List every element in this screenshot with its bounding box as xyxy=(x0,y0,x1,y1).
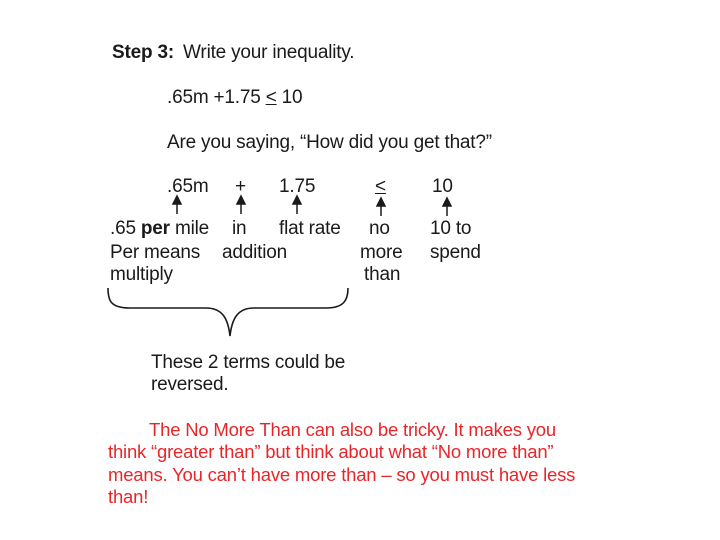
step-text: Write your inequality. xyxy=(183,42,355,63)
brace-note-line-1: These 2 terms could be xyxy=(151,352,346,373)
term-rate: .65m xyxy=(167,176,209,197)
label-in: in xyxy=(232,218,247,239)
label-more: more xyxy=(360,242,403,263)
label-ten-to: 10 to xyxy=(430,218,472,239)
term-flat: 1.75 xyxy=(279,176,316,197)
inequality-sign: < xyxy=(265,87,277,108)
label-mile: mile xyxy=(169,218,209,239)
brace-note-line-2: reversed. xyxy=(151,374,229,395)
curly-brace-icon xyxy=(108,288,348,336)
label-no: no xyxy=(369,218,390,239)
label-rate: .65 xyxy=(110,218,141,239)
term-ten: 10 xyxy=(432,176,453,197)
arrow-up-icon xyxy=(377,198,385,206)
label-than: than xyxy=(364,264,401,285)
inequality-rhs: 10 xyxy=(276,87,303,108)
note-line-4: than! xyxy=(108,486,149,507)
note-line-3: means. You can’t have more than – so you must have less xyxy=(108,464,576,485)
label-per-means: Per means xyxy=(110,242,201,263)
label-per: per xyxy=(140,218,170,239)
label-spend: spend xyxy=(430,242,481,263)
arrow-up-icon xyxy=(443,198,451,206)
inequality-lhs: .65m +1.75 xyxy=(167,87,266,108)
question-text: Are you saying, “How did you get that?” xyxy=(167,132,492,153)
label-addition: addition xyxy=(222,242,287,263)
label-per-mile xyxy=(110,218,209,240)
label-multiply: multiply xyxy=(110,264,173,285)
step-label: Step 3: xyxy=(112,42,174,63)
note-line-1: The No More Than can also be tricky. It makes you xyxy=(149,419,556,440)
label-flat-rate: flat rate xyxy=(279,218,341,239)
term-sign: < xyxy=(375,176,386,197)
step-heading xyxy=(112,42,354,64)
note-line-2: think “greater than” but think about what “No more than” xyxy=(108,441,554,462)
term-plus: + xyxy=(235,176,246,197)
inequality xyxy=(167,87,302,109)
